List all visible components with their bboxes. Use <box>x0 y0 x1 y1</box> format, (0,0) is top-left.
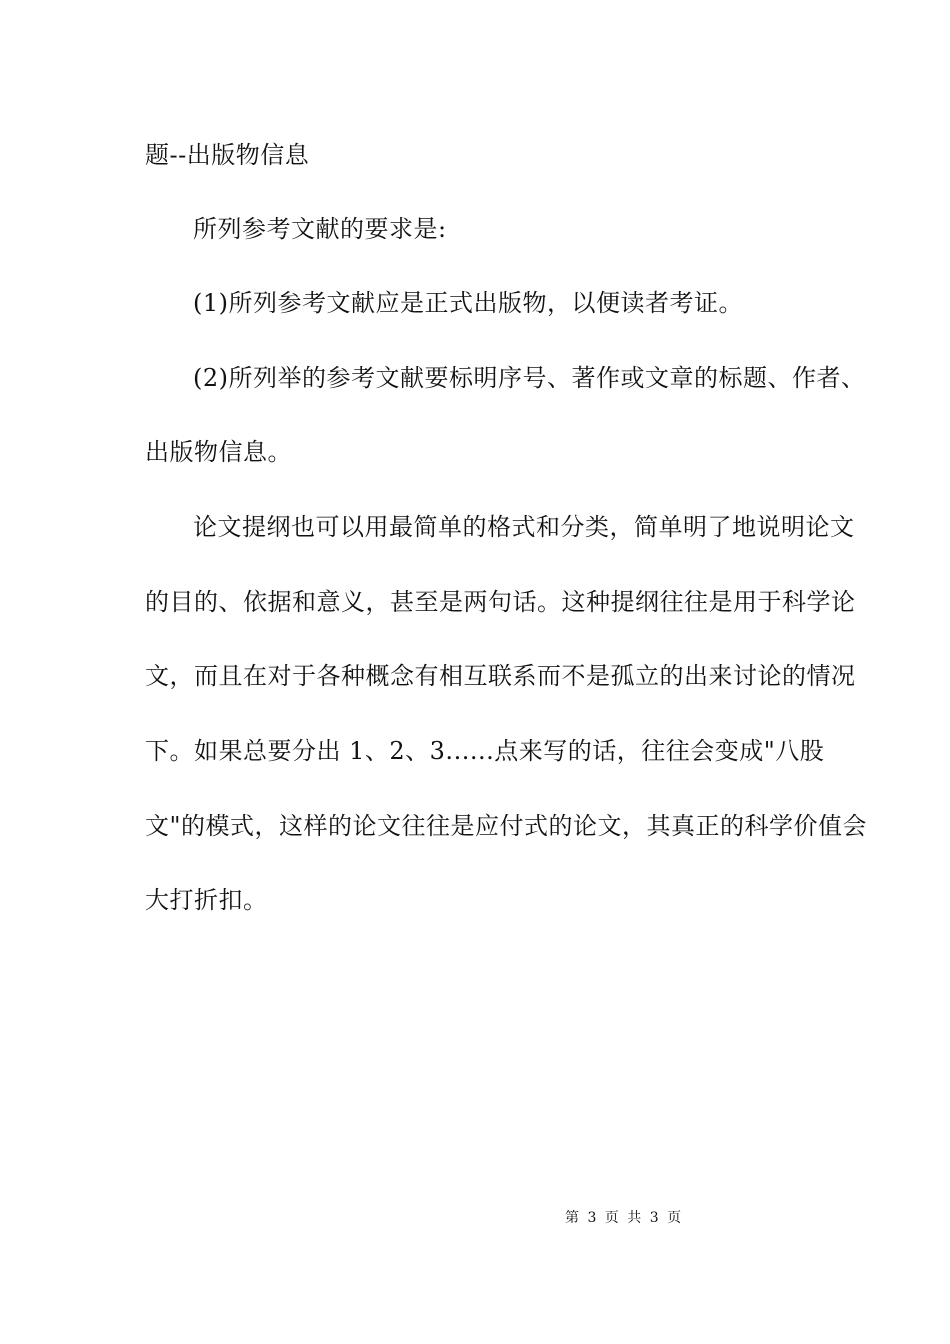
text-line: 论文提纲也可以用最简单的格式和分类，简单明了地说明论文 <box>193 513 855 541</box>
page-number: 第 3 页 共 3 页 <box>565 1210 682 1226</box>
text-line: (1)所列参考文献应是正式出版物，以便读者考证。 <box>193 289 743 317</box>
text-line: 题--出版物信息 <box>145 141 310 169</box>
text-line: 的目的、依据和意义，甚至是两句话。这种提纲往往是用于科学论 <box>145 588 856 616</box>
text-line: 文"的模式，这样的论文往往是应付式的论文，其真正的科学价值会 <box>145 812 868 840</box>
text-line: 下。如果总要分出 1、2、3......点来写的话，往往会变成"八股 <box>145 737 825 765</box>
text-line: 文，而且在对于各种概念有相互联系而不是孤立的出来讨论的情况 <box>145 662 856 690</box>
text-line: (2)所列举的参考文献要标明序号、著作或文章的标题、作者、 <box>193 364 866 392</box>
text-line: 大打折扣。 <box>145 886 268 914</box>
text-line: 所列参考文献的要求是: <box>193 215 447 243</box>
text-line: 出版物信息。 <box>145 438 292 466</box>
